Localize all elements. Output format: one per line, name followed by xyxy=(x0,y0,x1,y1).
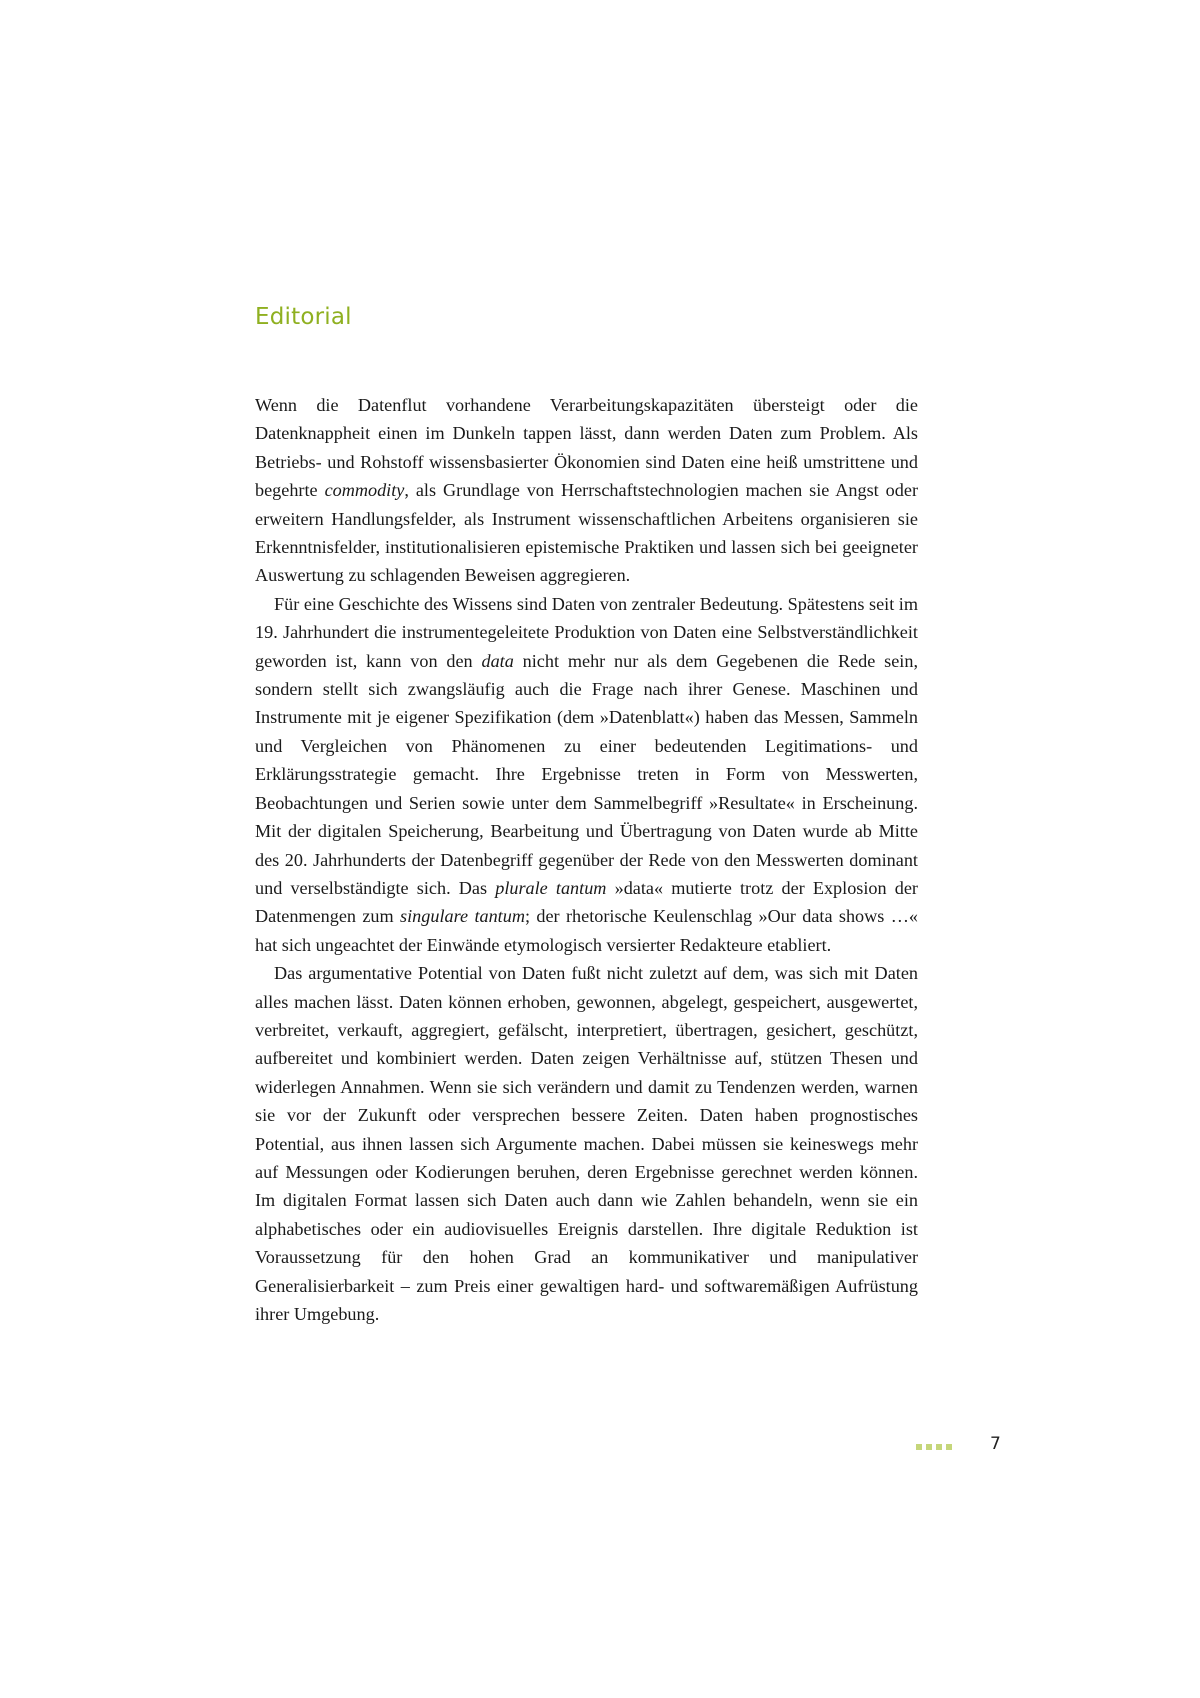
footer-decoration xyxy=(916,1444,952,1450)
text-run: , als Grundlage von Herrschaftstechnologien machen sie Angst oder erweitern Handlungsfelder, als Instrument wissenschaftlichen Arbeitens organisieren sie Erkenntnisfelder, institutionalisieren epistemische Praktiken und lassen sich bei geeigneter Auswertung zu schlagenden Beweisen aggregieren. xyxy=(255,480,918,586)
text-run: Das argumentative Potential von Daten fußt nicht zuletzt auf dem, was sich mit Daten alles machen lässt. Daten können erhoben, gewonnen, abgelegt, gespeichert, ausgewertet, verbreitet, verkauft, aggregiert, gefälscht, interpretiert, übertragen, gesichert, geschützt, aufbereitet und kombiniert werden. Daten zeigen Verhältnisse auf, stützen Thesen und widerlegen Annahmen. Wenn sie sich verändern und damit zu Tendenzen werden, warnen sie vor der Zukunft oder versprechen bessere Zeiten. Daten haben prognostisches Potential, aus ihnen lassen sich Argumente machen. Dabei müssen sie keineswegs mehr auf Messungen oder Kodierungen beruhen, deren Ergebnisse gerechnet werden können. Im digitalen Format lassen sich Daten auch dann wie Zahlen behandeln, wenn sie ein alphabetisches oder ein audiovisuelles Ereignis darstellen. Ihre digitale Reduktion ist Voraussetzung für den hohen Grad an kommunikativer und manipulativer Generalisierbarkeit – zum Preis einer gewaltigen hard- und softwaremäßigen Aufrüstung ihrer Umgebung. xyxy=(255,963,918,1324)
text-run: »data« mutierte trotz der Explosion der Datenmengen zum xyxy=(255,877,918,927)
italic-term: singulare tantum xyxy=(400,906,525,927)
footer-square-mark xyxy=(916,1444,922,1450)
footer-square-mark xyxy=(936,1444,942,1450)
paragraph xyxy=(255,391,918,590)
text-run: ; der rhetorische Keulenschlag »Our data shows …« hat sich ungeachtet der Einwände etymologisch versierter Redakteure etabliert. xyxy=(255,906,919,955)
paragraph xyxy=(255,959,918,1328)
page-number: 7 xyxy=(990,1434,1001,1454)
footer-square-mark xyxy=(926,1444,932,1450)
body-text xyxy=(255,391,918,1328)
italic-term: data xyxy=(481,650,514,671)
italic-term: commodity xyxy=(324,480,405,501)
text-run: nicht mehr nur als dem Gegebenen die Rede sein, sondern stellt sich zwangsläufig auch die Frage nach ihrer Genese. Maschinen und Instrumente mit je eigener Spezifikation (dem »Datenblatt«) haben das Messen, Sammeln und Vergleichen von Phänomenen zu einer bedeutenden Legitimations- und Erklärungsstrategie gemacht. Ihre Ergebnisse treten in Form von Messwerten, Beobachtungen und Serien sowie unter dem Sammelbegriff »Resultate« in Erscheinung. Mit der digitalen Speicherung, Bearbeitung und Übertragung von Daten wurde ab Mitte des 20. Jahrhunderts der Datenbegriff gegenüber der Rede von den Messwerten dominant und verselbständigte sich. Das xyxy=(255,650,918,898)
text-run: Wenn die Datenflut vorhandene Verarbeitungskapazitäten übersteigt oder die Datenknappheit einen im Dunkeln tappen lässt, dann werden Daten zum Problem. Als Betriebs- und Rohstoff wissensbasierter Ökonomien sind Daten eine heiß umstrittene und begehrte xyxy=(255,395,918,501)
paragraph xyxy=(255,590,918,959)
text-run: Für eine Geschichte des Wissens sind Daten von zentraler Bedeutung. Spätestens seit im 19. Jahrhundert die instrumentegeleitete Produktion von Daten eine Selbstverständlichkeit geworden ist, kann von den xyxy=(255,593,918,671)
page-title: Editorial xyxy=(255,304,352,330)
footer-square-mark xyxy=(946,1444,952,1450)
italic-term: plurale tantum xyxy=(495,877,607,898)
